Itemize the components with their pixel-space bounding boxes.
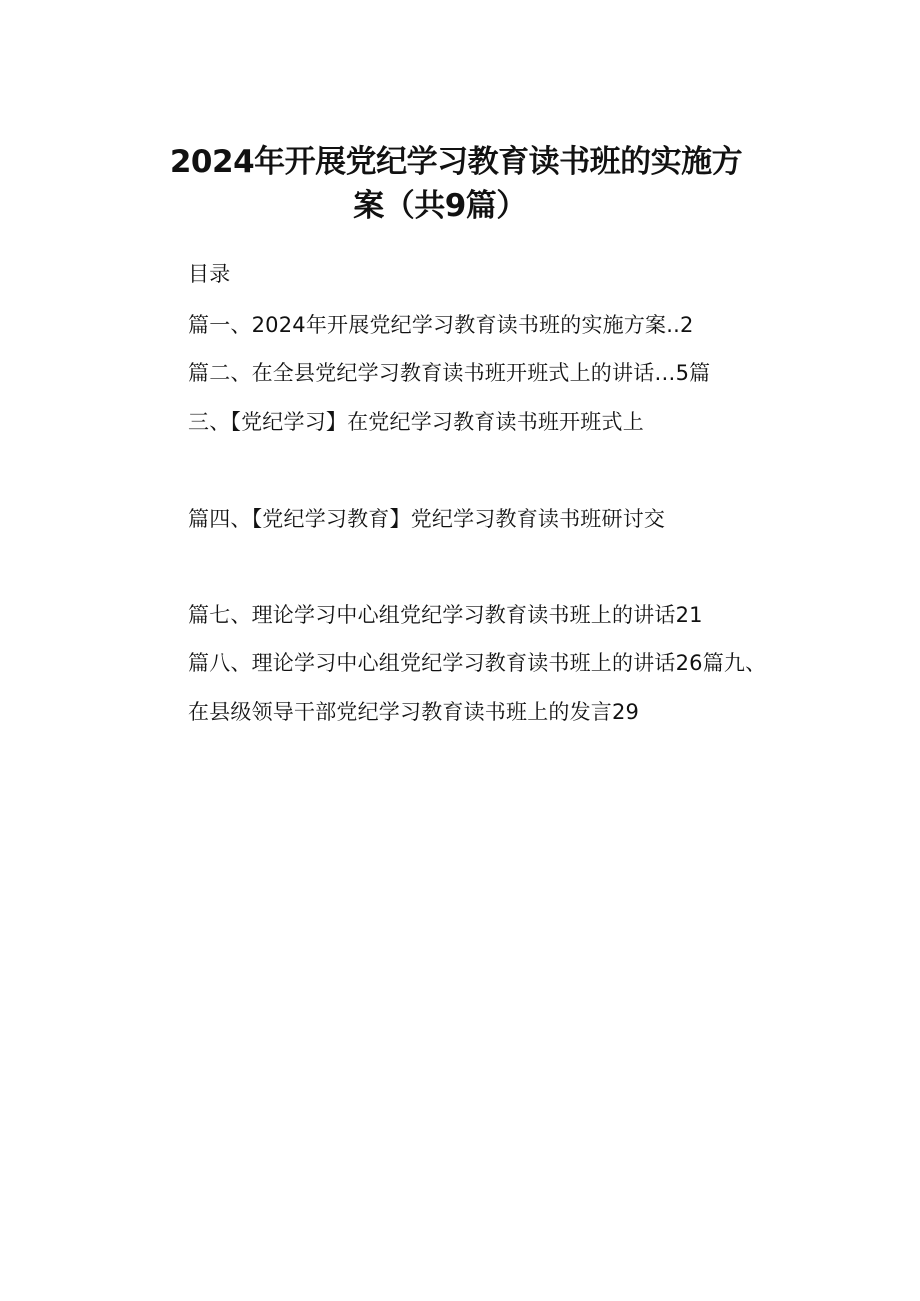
toc-entry-9[interactable]: 在县级领导干部党纪学习教育读书班上的发言29 [188, 700, 640, 724]
toc-heading: 目录 [188, 262, 231, 286]
toc-entry-7[interactable]: 篇七、理论学习中心组党纪学习教育读书班上的讲话21 [188, 603, 703, 627]
document-title-line-1: 2024年开展党纪学习教育读书班的实施方 [169, 144, 743, 180]
toc-entry-3[interactable]: 三、【党纪学习】在党纪学习教育读书班开班式上 [188, 410, 644, 434]
toc-entry-8[interactable]: 篇八、理论学习中心组党纪学习教育读书班上的讲话26篇九、 [188, 651, 767, 675]
toc-entry-1[interactable]: 篇一、2024年开展党纪学习教育读书班的实施方案..2 [188, 313, 694, 337]
document-title-line-2: 案（共9篇） [353, 188, 527, 224]
toc-entry-2[interactable]: 篇二、在全县党纪学习教育读书班开班式上的讲话…5篇 [188, 361, 711, 385]
toc-entry-4[interactable]: 篇四、【党纪学习教育】党纪学习教育读书班研讨交 [188, 507, 666, 531]
